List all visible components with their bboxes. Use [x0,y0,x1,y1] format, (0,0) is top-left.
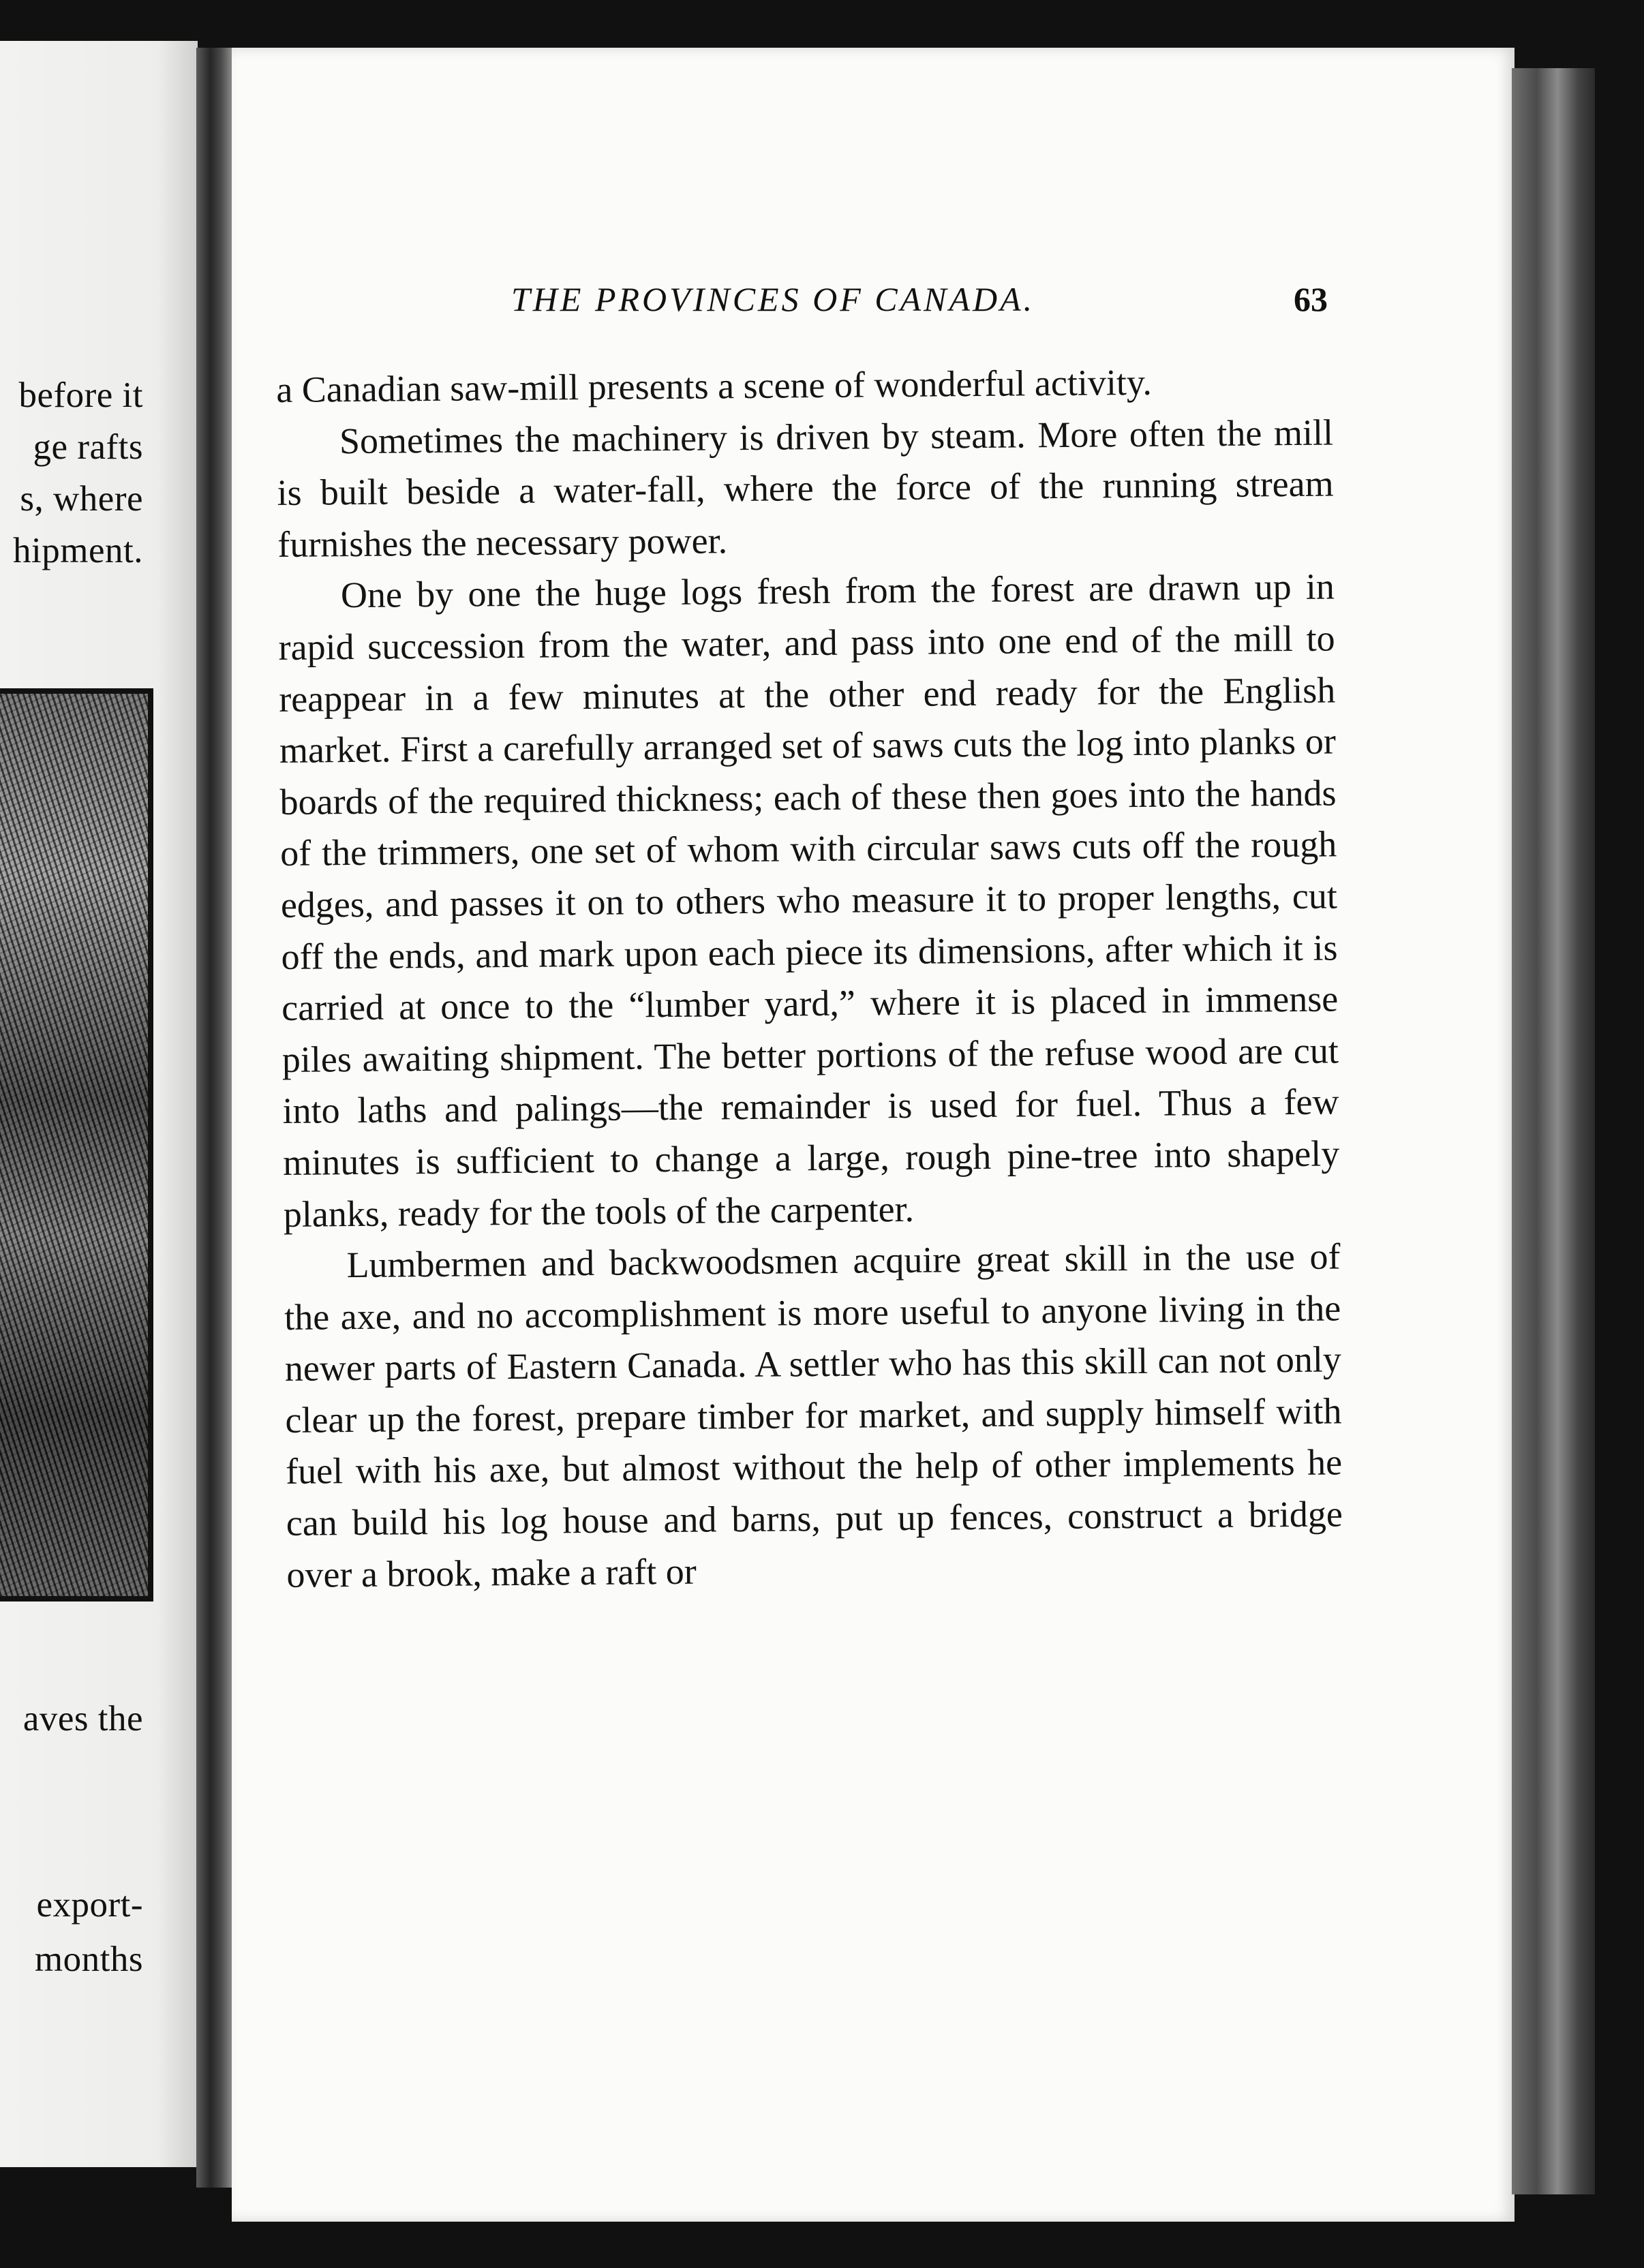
paragraph: Sometimes the machinery is driven by steam. More often the mill is built beside a water-fall, where the force of the running stream furnishes the necessary power. [277,412,1334,565]
left-page-text-fragment: before it [18,376,143,415]
body-text [276,355,1343,1601]
left-page-text-fragment: aves the [22,1699,143,1738]
left-page-text-fragment: s, where [20,479,143,519]
page-edge [1512,68,1595,2194]
left-facing-page [0,41,198,2167]
left-page-text-fragment: ge rafts [33,427,143,467]
engraving-illustration [0,688,153,1602]
book-gutter [196,48,232,2188]
left-page-text-fragment: months [34,1940,143,1979]
paragraph: Lumbermen and backwoodsmen acquire great skill in the use of the axe, and no accomplishment is more useful to anyone living in the newer parts of Eastern Canada. A settler who has this skill can not only clear up the forest, prepare timber for market, and supply himself with fuel with his axe, but almost without the help of other implements he can build his log house and barns, put up fences, construct a bridge over a brook, make a raft or [284,1236,1343,1595]
left-page-text-fragment: export- [36,1885,143,1925]
paragraph: One by one the huge logs fresh from the forest are drawn up in rapid succession from the water, and pass into one end of the mill to reappear in a few minutes at the other end ready for the English market. First a carefully arranged set of saws cuts the log into planks or boards of the required thickness; each of these then goes into the hands of the trimmers, one set of whom with circular saws cuts off the rough edges, and passes it on to others who measure it to proper lengths, cut off the ends, and mark upon each piece its dimensions, after which it is carried at once to the “lumber yard,” where it is placed in immense piles awaiting shipment. The better portions of the refuse wood are cut into laths and palings—the remainder is used for fuel. Thus a few minutes is sufficient to change a large, rough pine-tree into shapely planks, ready for the tools of the carpenter. [278,566,1340,1235]
left-page-text-fragment: hipment. [13,531,143,570]
running-title: THE PROVINCES OF CANADA. [511,280,1035,318]
paragraph: a Canadian saw-mill presents a scene of wonderful activity. [276,361,1153,410]
page-number: 63 [1294,280,1328,318]
